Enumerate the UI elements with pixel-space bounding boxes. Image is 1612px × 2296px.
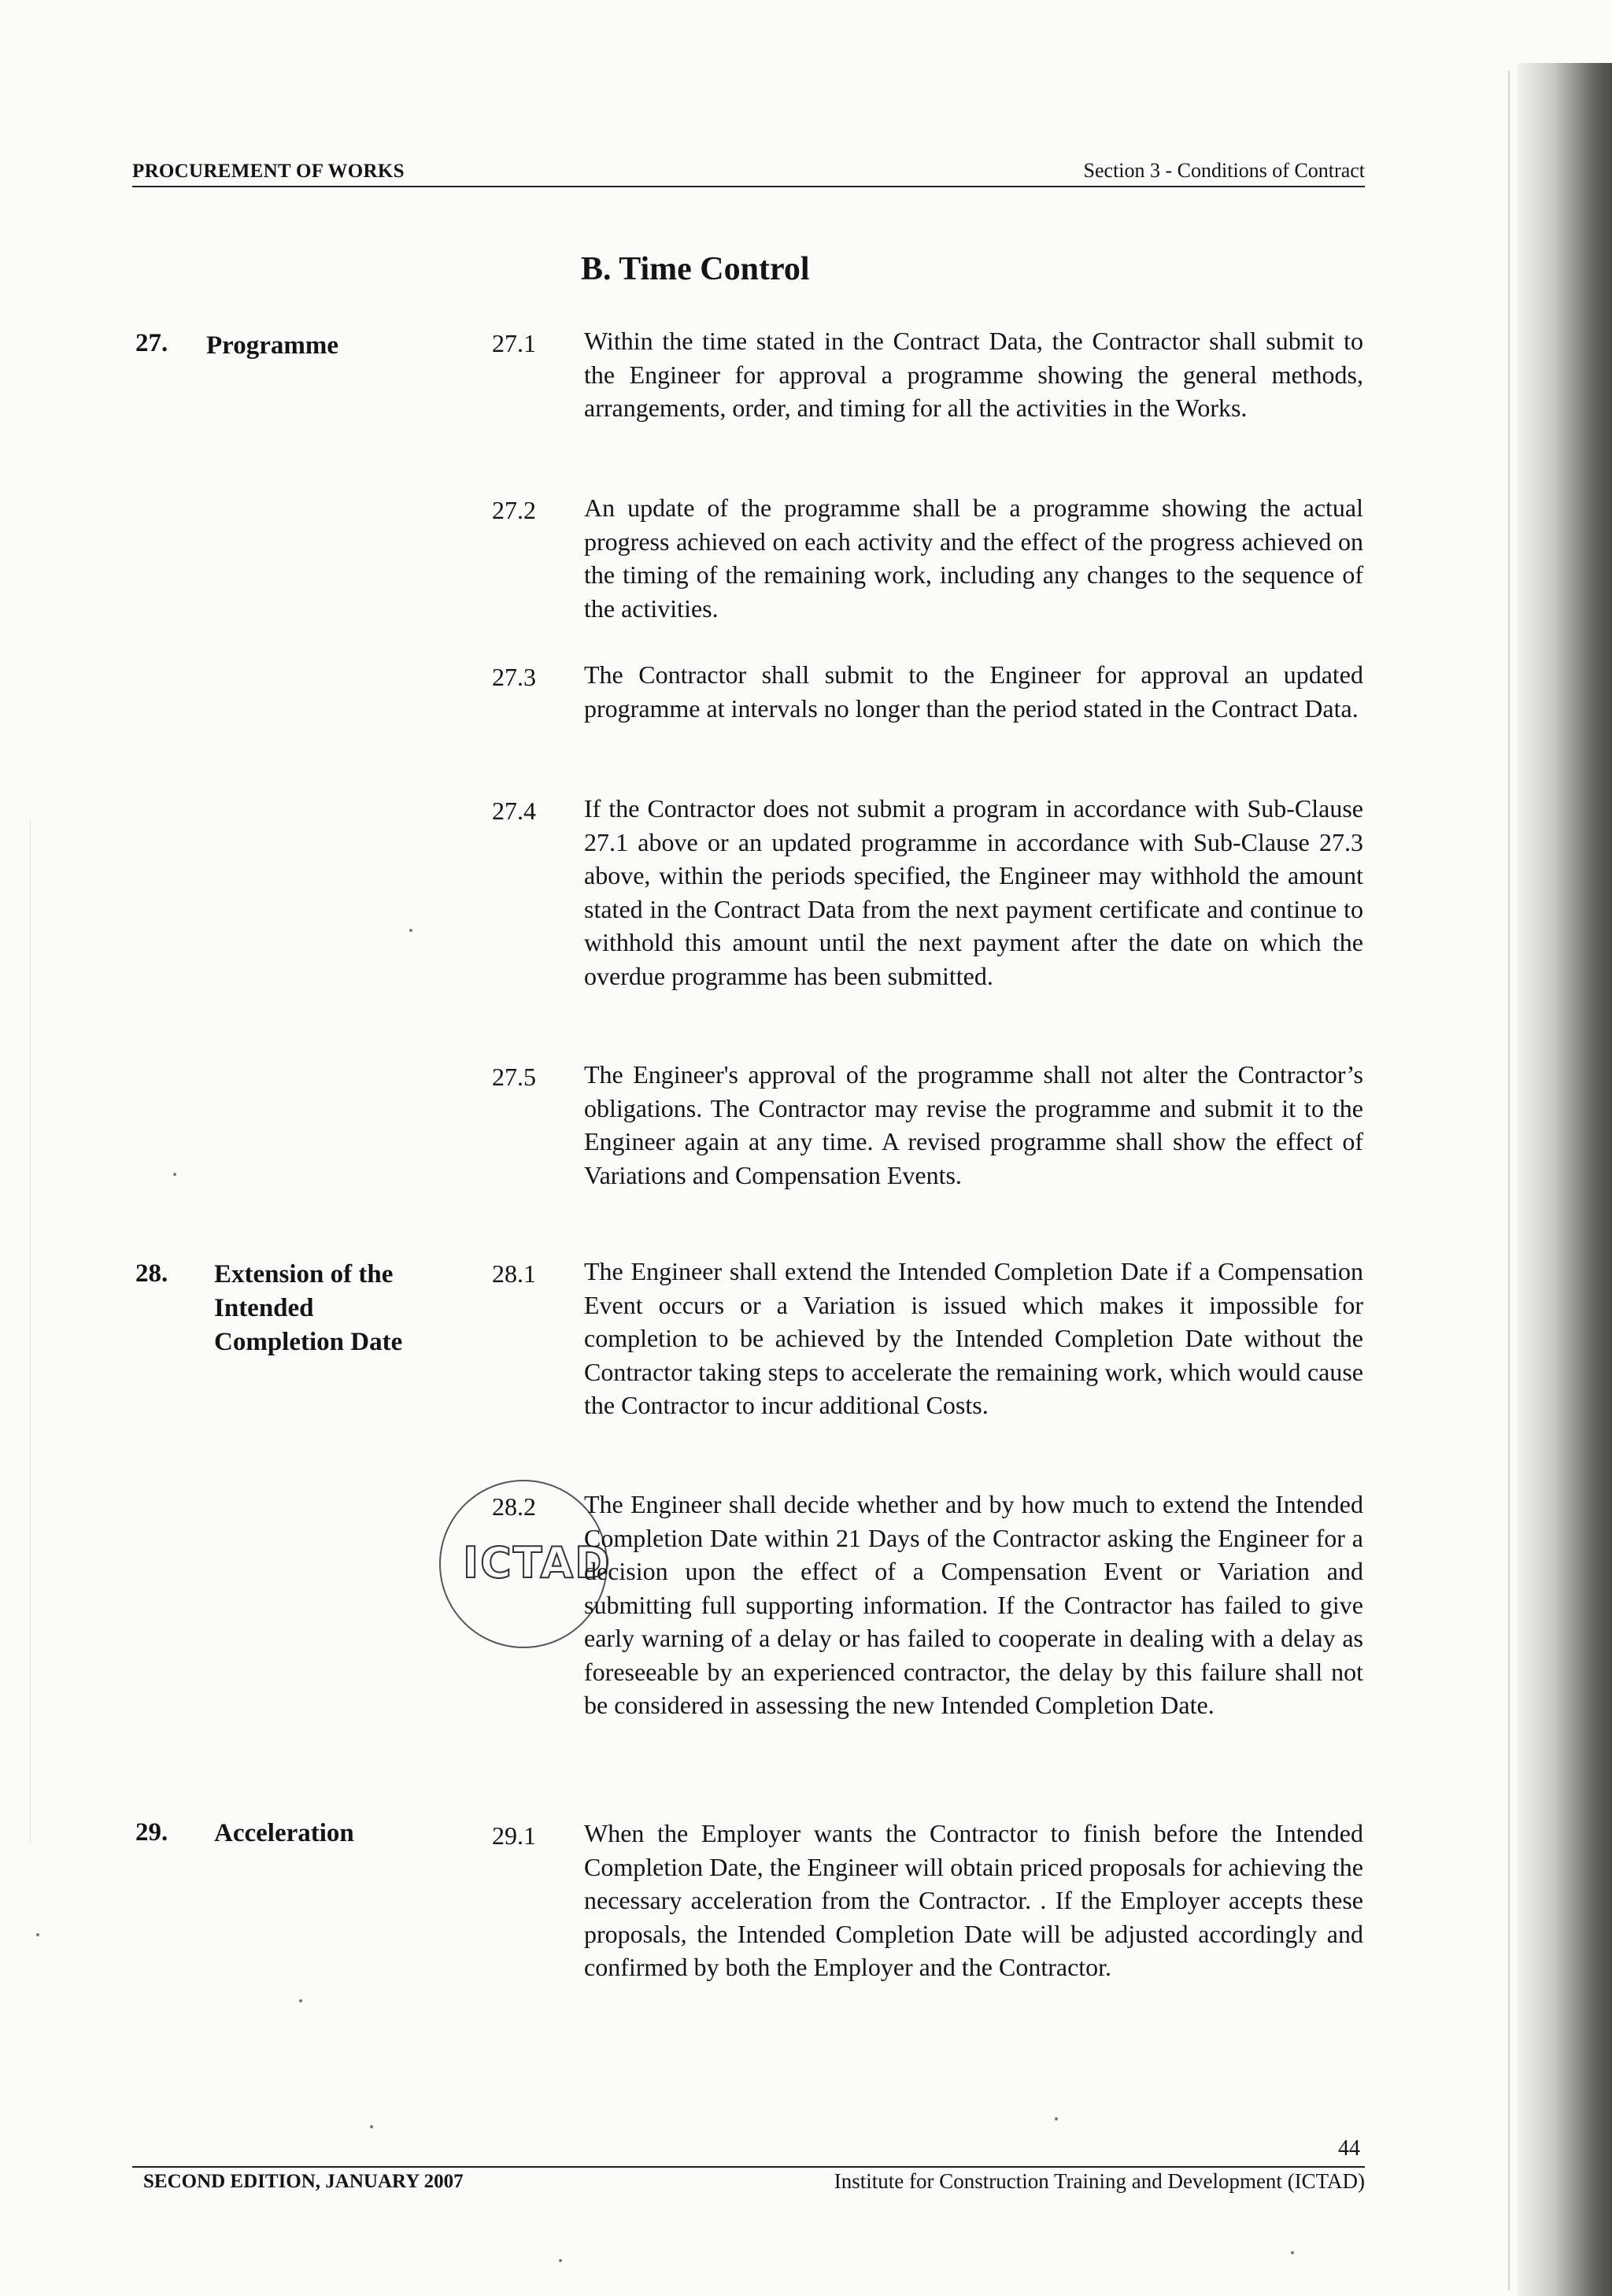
clause-title-line: Completion Date bbox=[214, 1328, 403, 1356]
page-header bbox=[132, 156, 1365, 187]
clause-number: 27. bbox=[135, 329, 168, 357]
clause-number: 29. bbox=[135, 1818, 168, 1847]
scan-speck bbox=[409, 929, 412, 932]
subclause-number: 27.2 bbox=[492, 496, 536, 524]
page-footer bbox=[132, 2136, 1365, 2229]
subclause-number: 28.1 bbox=[492, 1259, 536, 1288]
clause-title-line: Extension of the bbox=[214, 1260, 394, 1288]
scan-speck bbox=[173, 1173, 176, 1176]
page-number: 44 bbox=[1338, 2136, 1360, 2161]
scan-edge-shadow bbox=[1518, 63, 1612, 2296]
clause-title-line: Programme bbox=[206, 331, 338, 360]
subclause-text: The Engineer's approval of the programme shall not alter the Contractor’s obligations. The Contractor may revise the programme and submit it to the Engineer again at any time. A revised programme shall show the effect of Variations and Compensation Events. bbox=[584, 1060, 1363, 1189]
clause-title bbox=[214, 1817, 354, 1850]
subclause-number: 27.1 bbox=[492, 329, 536, 357]
scan-edge-line bbox=[1508, 71, 1510, 2290]
scan-speck bbox=[1291, 2251, 1294, 2254]
subclause-text: Within the time stated in the Contract Data, the Contractor shall submit to the Engineer for approval a programme showing the general methods, arrangements, order, and timing for all the activities in the Works. bbox=[584, 327, 1363, 422]
footer-rule bbox=[132, 2166, 1365, 2168]
clause-title bbox=[214, 1258, 402, 1359]
subclause-text: An update of the programme shall be a programme showing the actual progress achieved on each activity and the effect of the progress achieved on the timing of the remaining work, including any changes to the sequence of the activities. bbox=[584, 494, 1363, 623]
footer-publisher: Institute for Construction Training and Development (ICTAD) bbox=[834, 2169, 1365, 2193]
clause-number: 28. bbox=[135, 1259, 168, 1288]
subclause-number: 27.5 bbox=[492, 1063, 536, 1091]
subclause-number: 27.3 bbox=[492, 663, 536, 691]
header-section: Section 3 - Conditions of Contract bbox=[1083, 159, 1365, 182]
subclause-text: The Contractor shall submit to the Engineer for approval an updated programme at intervals no longer than the period stated in the Contract Data. bbox=[584, 660, 1363, 723]
clause-title bbox=[206, 329, 338, 363]
subclause-text: The Engineer shall decide whether and by how much to extend the Intended Completion Date within 21 Days of the Contractor asking the Engineer for a decision upon the effect of a Compensation Event or Variation and submitting full supporting information. If the Contractor has failed to give early warning of a delay or has failed to cooperate in dealing with a delay as foreseeable by an experienced contractor, the delay by this failure shall not be considered in assessing the new Intended Completion Date. bbox=[584, 1490, 1363, 1719]
subclause-number: 28.2 bbox=[492, 1492, 536, 1521]
scan-margin-line bbox=[30, 819, 31, 1842]
section-title: B. Time Control bbox=[581, 251, 810, 287]
scan-speck bbox=[1055, 2117, 1058, 2120]
scan-speck bbox=[299, 1999, 302, 2002]
footer-edition: SECOND EDITION, JANUARY 2007 bbox=[143, 2171, 464, 2192]
scan-speck bbox=[36, 1933, 39, 1936]
header-rule bbox=[132, 186, 1365, 187]
scan-speck bbox=[370, 2125, 373, 2128]
subclause-text: The Engineer shall extend the Intended Completion Date if a Compensation Event occurs or a Variation is issued which makes it impossible for completion to be achieved by the Intended Completion Date without the Contractor taking steps to accelerate the remaining work, which would cause the Contractor to incur additional Costs. bbox=[584, 1257, 1363, 1419]
subclause-text: If the Contractor does not submit a program in accordance with Sub-Clause 27.1 above or an updated programme in accordance with Sub-Clause 27.3 above, within the periods specified, the Engineer may withhold the amount stated in the Contract Data from the next payment certificate and continue to withhold this amount until the next payment after the date on which the overdue programme has been submitted. bbox=[584, 794, 1363, 990]
subclause-number: 27.4 bbox=[492, 797, 536, 825]
subclause-text: When the Employer wants the Contractor to finish before the Intended Completion Date, the Engineer will obtain priced proposals for achieving the necessary acceleration from the Contractor. . If the Employer accepts these proposals, the Intended Completion Date will be adjusted accordingly and confirmed by both the Employer and the Contractor. bbox=[584, 1819, 1363, 1981]
clause-title-line: Acceleration bbox=[214, 1819, 354, 1847]
subclause-number: 29.1 bbox=[492, 1821, 536, 1850]
header-title: PROCUREMENT OF WORKS bbox=[132, 161, 405, 182]
stamp-text: ICTAD bbox=[463, 1538, 612, 1588]
scan-speck bbox=[559, 2259, 562, 2262]
clause-title-line: Intended bbox=[214, 1294, 314, 1322]
